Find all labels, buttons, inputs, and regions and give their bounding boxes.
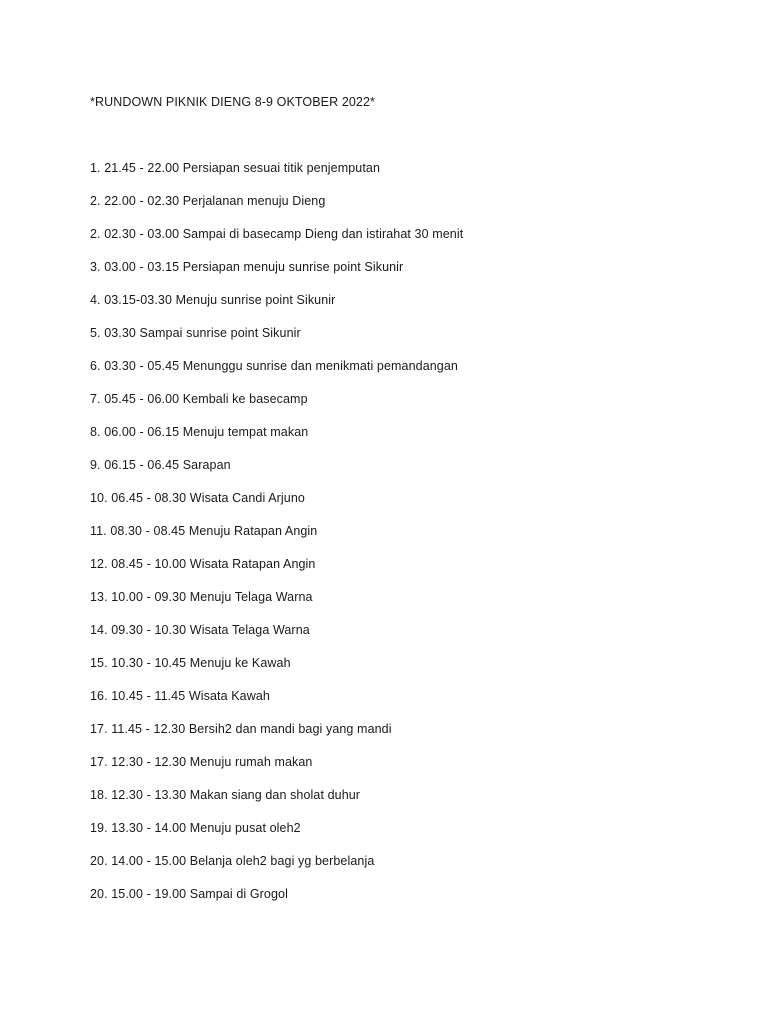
rundown-item-9: 8. 06.00 - 06.15 Menuju tempat makan (90, 425, 309, 439)
rundown-item-20: 18. 12.30 - 13.30 Makan siang dan sholat duhur (90, 788, 361, 802)
rundown-item-23: 20. 15.00 - 19.00 Sampai di Grogol (90, 887, 288, 901)
rundown-item-15: 14. 09.30 - 10.30 Wisata Telaga Warna (90, 623, 310, 637)
rundown-item-17: 16. 10.45 - 11.45 Wisata Kawah (90, 689, 270, 703)
rundown-item-8: 7. 05.45 - 06.00 Kembali ke basecamp (90, 392, 308, 406)
rundown-item-10: 9. 06.15 - 06.45 Sarapan (90, 458, 231, 472)
rundown-item-13: 12. 08.45 - 10.00 Wisata Ratapan Angin (90, 557, 316, 571)
rundown-item-2: 2. 22.00 - 02.30 Perjalanan menuju Dieng (90, 194, 326, 208)
rundown-item-6: 5. 03.30 Sampai sunrise point Sikunir (90, 326, 301, 340)
document-title: *RUNDOWN PIKNIK DIENG 8-9 OKTOBER 2022* (90, 95, 375, 109)
rundown-item-14: 13. 10.00 - 09.30 Menuju Telaga Warna (90, 590, 313, 604)
rundown-item-11: 10. 06.45 - 08.30 Wisata Candi Arjuno (90, 491, 305, 505)
rundown-item-18: 17. 11.45 - 12.30 Bersih2 dan mandi bagi yang mandi (90, 722, 392, 736)
rundown-list (90, 160, 463, 919)
rundown-item-3: 2. 02.30 - 03.00 Sampai di basecamp Dieng dan istirahat 30 menit (90, 227, 464, 241)
rundown-item-1: 1. 21.45 - 22.00 Persiapan sesuai titik penjemputan (90, 161, 381, 175)
rundown-item-21: 19. 13.30 - 14.00 Menuju pusat oleh2 (90, 821, 301, 835)
rundown-item-22: 20. 14.00 - 15.00 Belanja oleh2 bagi yg berbelanja (90, 854, 375, 868)
rundown-item-16: 15. 10.30 - 10.45 Menuju ke Kawah (90, 656, 291, 670)
rundown-item-5: 4. 03.15-03.30 Menuju sunrise point Sikunir (90, 293, 336, 307)
rundown-item-19: 17. 12.30 - 12.30 Menuju rumah makan (90, 755, 313, 769)
rundown-item-4: 3. 03.00 - 03.15 Persiapan menuju sunrise point Sikunir (90, 260, 404, 274)
rundown-item-12: 11. 08.30 - 08.45 Menuju Ratapan Angin (90, 524, 318, 538)
rundown-item-7: 6. 03.30 - 05.45 Menunggu sunrise dan menikmati pemandangan (90, 359, 458, 373)
